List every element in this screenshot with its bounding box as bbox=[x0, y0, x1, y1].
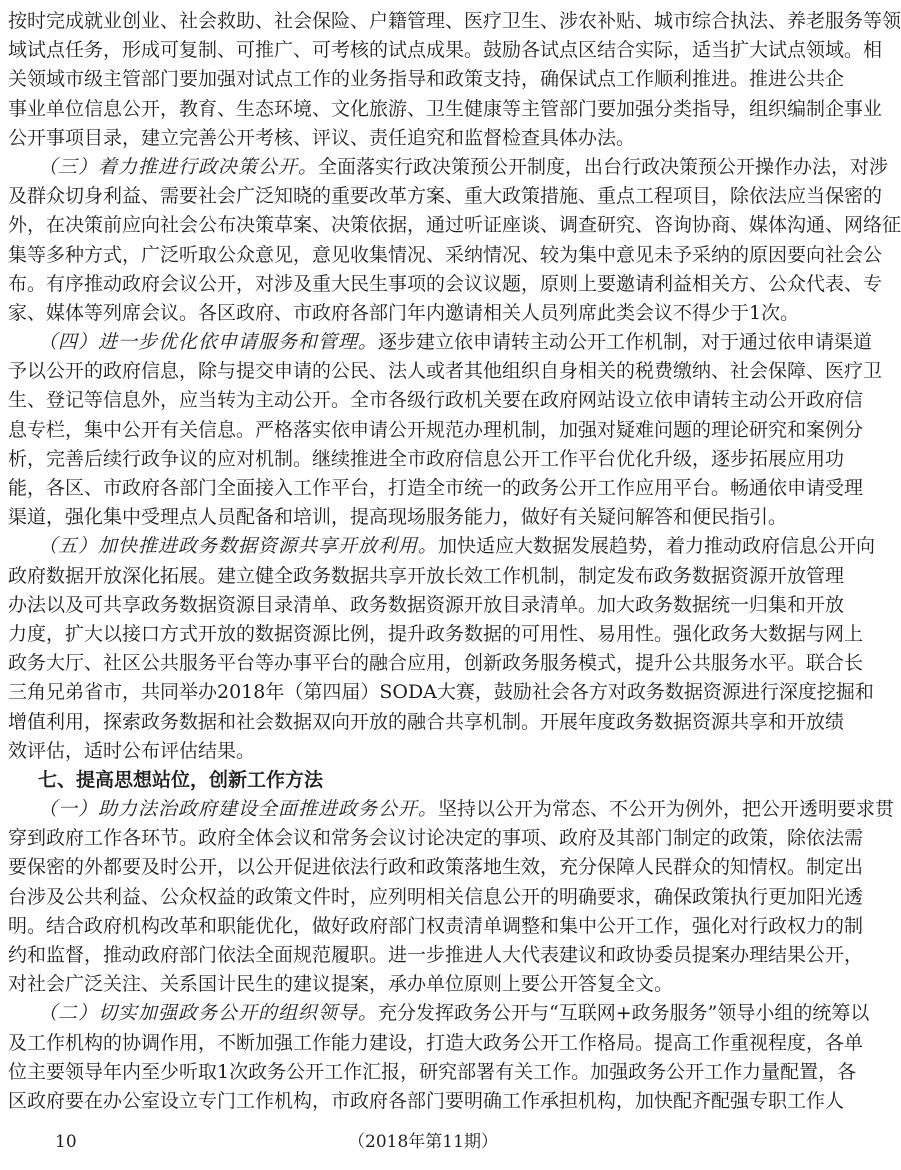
paragraph-line: 效评估，适时公布评估结果。 bbox=[8, 739, 256, 762]
paragraph-text: 全面落实行政决策预公开制度，出台行政决策预公开操作办法，对涉 bbox=[318, 155, 889, 178]
paragraph-line: 明。结合政府机构改革和职能优化，做好政府部门权责清单调整和集中公开工作，强化对行政权力的制 bbox=[8, 914, 864, 937]
paragraph-line: 政府数据开放深化拓展。建立健全政务数据共享开放长效工作机制，制定发布政务数据资源开放管理 bbox=[8, 564, 845, 587]
paragraph-line: 区政府要在办公室设立专门工作机构，市政府各部门要明确工作承担机构，加快配齐配强专职工作人 bbox=[8, 1089, 845, 1112]
paragraph-line: 增值利用，探索政务数据和社会数据双向开放的融合共享机制。开展年度政务数据资源共享和开放绩 bbox=[8, 710, 845, 733]
issue-label: （2018年第11期） bbox=[348, 1132, 498, 1152]
paragraph-line: 约和监督，推动政府部门依法全面规范履职。进一步推进人大代表建议和政协委员提案办理结果公开， bbox=[8, 944, 864, 966]
paragraph-line: 位主要领导年内至少听取1次政务公开工作汇报，研究部署有关工作。加强政务公开工作力量配置，各 bbox=[8, 1060, 857, 1083]
paragraph-line: 生、登记等信息外，应当转为主动公开。全市各级行政机关要在政府网站设立依申请转主动公开政府信 bbox=[8, 389, 864, 412]
paragraph-line: 集等多种方式，广泛听取公众意见，意见收集情况、采纳情况、较为集中意见未予采纳的原因要向社会公 bbox=[8, 243, 883, 266]
paragraph-lead: （五）加快推进政务数据资源共享开放利用。 bbox=[38, 535, 439, 558]
paragraph-text: 充分发挥政务公开与“互联网+政务服务”领导小组的统筹以 bbox=[378, 1002, 870, 1025]
paragraph-line bbox=[8, 999, 870, 1028]
paragraph-line: 公开事项目录，建立完善公开考核、评议、责任追究和监督检查具体办法。 bbox=[8, 126, 636, 149]
document-body bbox=[8, 7, 901, 1116]
paragraph-line: 渠道，强化集中受理点人员配备和培训，提高现场服务能力，做好有关疑问解答和便民指引。 bbox=[8, 506, 788, 529]
paragraph-line bbox=[8, 153, 889, 182]
paragraph-text: 坚持以公开为常态、不公开为例外，把公开透明要求贯 bbox=[438, 798, 895, 821]
paragraph-line: 事业单位信息公开，教育、生态环境、文化旅游、卫生健康等主管部门要加强分类指导，组织编制企事业 bbox=[8, 97, 883, 120]
paragraph-line: 力度，扩大以接口方式开放的数据资源比例，提升政务数据的可用性、易用性。强化政务大数据与网上 bbox=[8, 622, 864, 645]
paragraph-lead: （三）着力推进行政决策公开。 bbox=[38, 155, 319, 178]
paragraph-line: 台涉及公共利益、公众权益的政策文件时，应列明相关信息公开的明确要求，确保政策执行更加阳光透 bbox=[8, 885, 864, 908]
paragraph-line: 及群众切身利益、需要社会广泛知晓的重要改革方案、重大政策措施、重点工程项目，除依法应当保密的 bbox=[8, 185, 883, 208]
paragraph-line: 按时完成就业创业、社会救助、社会保险、户籍管理、医疗卫生、涉农补贴、城市综合执法、养老服务等领 bbox=[8, 10, 901, 32]
paragraph-line: 析，完善后续行政争议的应对机制。继续推进全市政府信息公开工作平台优化升级，逐步拓展应用功 bbox=[8, 447, 845, 470]
paragraph-text: 逐步建立依申请转主动公开工作机制，对于通过依申请渠道 bbox=[378, 331, 873, 354]
section-heading: 七、提高思想站位，创新工作方法 bbox=[38, 768, 324, 791]
page-footer bbox=[0, 1130, 827, 1154]
paragraph-line: 予以公开的政府信息，除与提交申请的公民、法人或者其他组织自身相关的税费缴纳、社会保障、医疗卫 bbox=[8, 360, 883, 383]
paragraph-line: 对社会广泛关注、关系国计民生的建议提案，承办单位原则上要公开答复全文。 bbox=[8, 973, 674, 996]
paragraph-lead: （一）助力法治政府建设全面推进政务公开。 bbox=[38, 798, 439, 821]
paragraph-line: 关领域市级主管部门要加强对试点工作的业务指导和政策支持，确保试点工作顺利推进。推进公共企 bbox=[8, 68, 845, 91]
paragraph-lead: （二）切实加强政务公开的组织领导。 bbox=[38, 1002, 379, 1025]
paragraph-line: 域试点任务，形成可复制、可推广、可考核的试点成果。鼓励各试点区结合实际，适当扩大试点领域。相 bbox=[8, 39, 883, 62]
paragraph-text: 加快适应大数据发展趋势，着力推动政府信息公开向 bbox=[438, 535, 876, 558]
paragraph-line: 能，各区、市政府各部门全面接入工作平台，打造全市统一的政务公开工作应用平台。畅通依申请受理 bbox=[8, 477, 864, 499]
paragraph-line: 三角兄弟省市，共同举办2018年（第四届）SODA大赛，鼓励社会各方对政务数据资源进行深度挖掘和 bbox=[8, 681, 874, 704]
paragraph-line: 息专栏，集中公开有关信息。严格落实依申请公开规范办理机制，加强对疑难问题的理论研究和案例分 bbox=[8, 418, 864, 441]
paragraph-line: 政务大厅、社区公共服务平台等办事平台的融合应用，创新政务服务模式，提升公共服务水平。联合长 bbox=[8, 652, 864, 675]
paragraph-line: 穿到政府工作各环节。政府全体会议和常务会议讨论决定的事项、政府及其部门制定的政策，除依法需 bbox=[8, 827, 864, 850]
paragraph-line: 办法以及可共享政务数据资源目录清单、政务数据资源开放目录清单。加大政务数据统一归集和开放 bbox=[8, 593, 845, 616]
paragraph-line bbox=[8, 532, 876, 561]
paragraph-line bbox=[8, 795, 895, 824]
paragraph-line: 要保密的外都要及时公开，以公开促进依法行政和政策落地生效，充分保障人民群众的知情权。制定出 bbox=[8, 856, 864, 879]
paragraph-lead: （四）进一步优化依申请服务和管理。 bbox=[38, 331, 379, 354]
paragraph-line bbox=[8, 328, 873, 357]
paragraph-line: 及工作机构的协调作用，不断加强工作能力建设，打造大政务公开工作格局。提高工作重视程度，各单 bbox=[8, 1031, 864, 1054]
paragraph-line: 家、媒体等列席会议。各区政府、市政府各部门年内邀请相关人员列席此类会议不得少于1次。 bbox=[8, 301, 800, 324]
page-number: 10 bbox=[55, 1132, 77, 1152]
paragraph-line: 布。有序推动政府会议公开，对涉及重大民生事项的会议议题，原则上要邀请利益相关方、公众代表、专 bbox=[8, 272, 883, 295]
paragraph-line: 外，在决策前应向社会公布决策草案、决策依据，通过听证座谈、调查研究、咨询协商、媒体沟通、网络征 bbox=[8, 214, 901, 237]
